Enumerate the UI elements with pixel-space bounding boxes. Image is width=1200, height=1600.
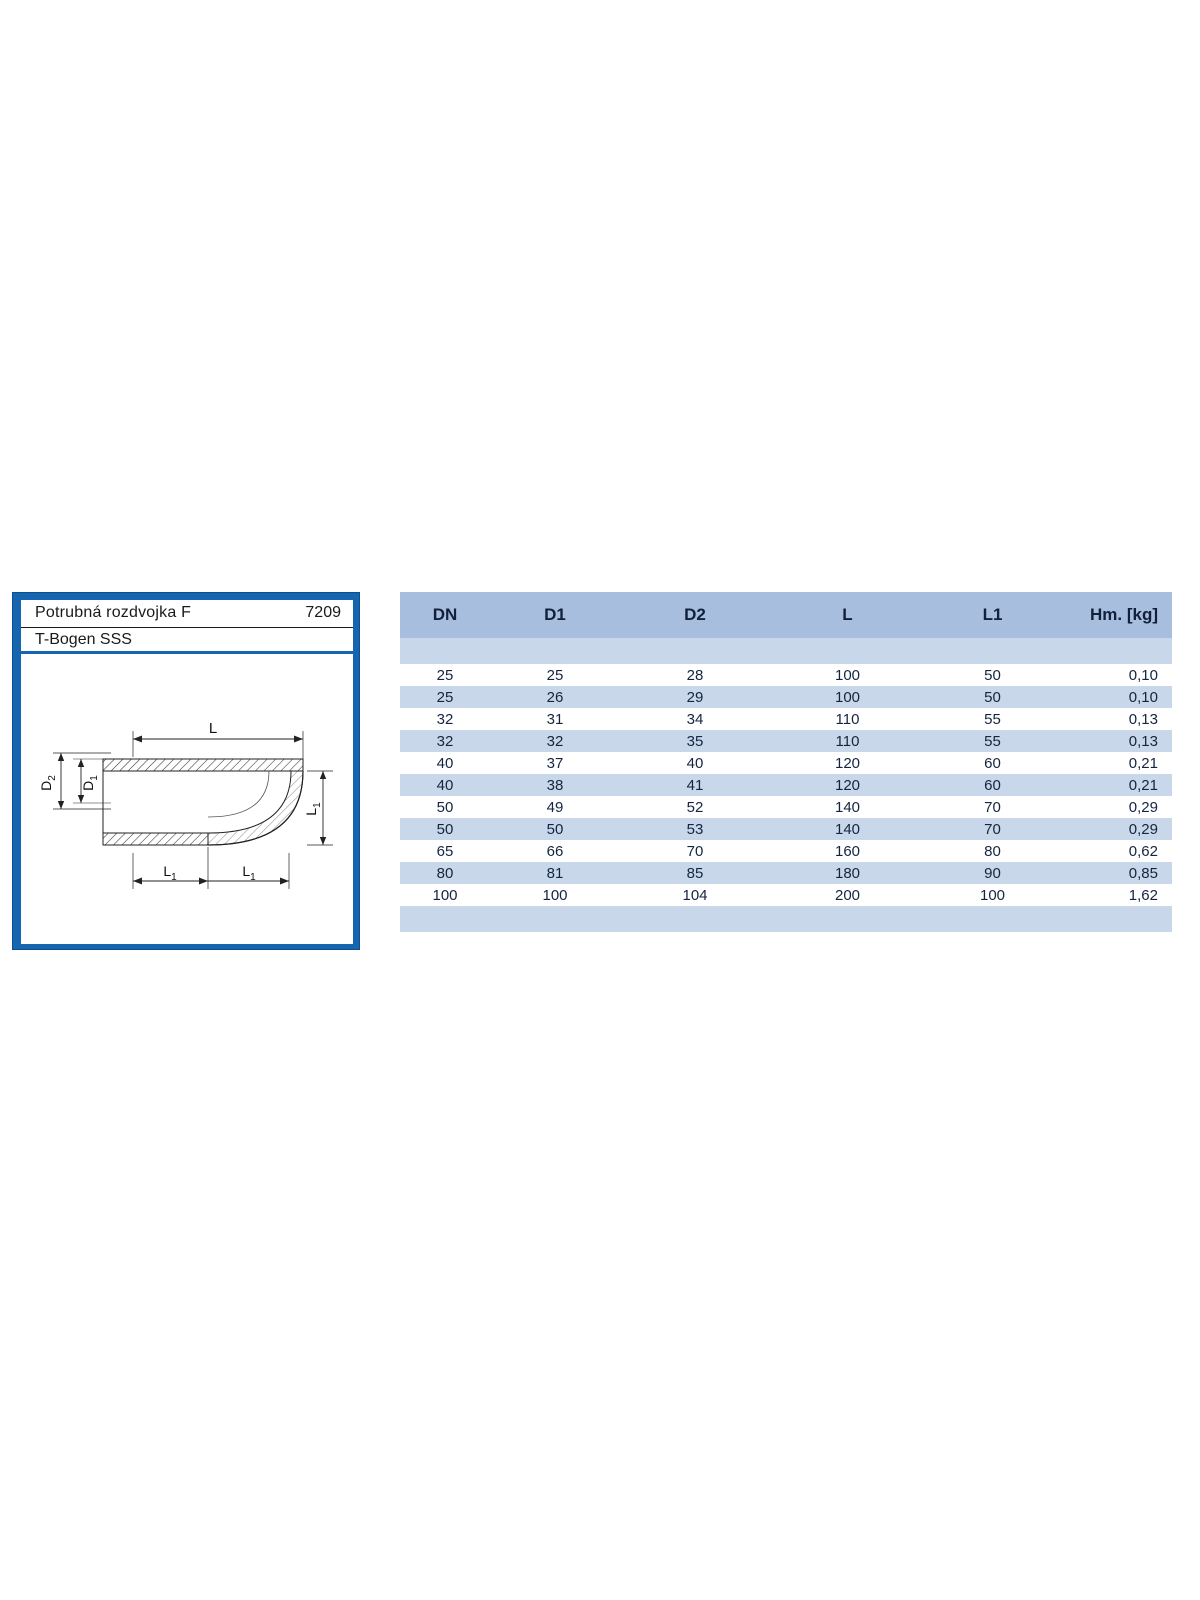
col-header-d1: D1 — [490, 592, 620, 638]
cell-weight: 0,13 — [1060, 708, 1172, 730]
cell-dn: 40 — [400, 774, 490, 796]
cell-d2: 104 — [620, 884, 770, 906]
table-row — [400, 884, 1172, 906]
cell-d1: 50 — [490, 818, 620, 840]
cell-d1: 81 — [490, 862, 620, 884]
table-spacer-row — [400, 638, 1172, 664]
cell-dn: 32 — [400, 730, 490, 752]
cell-l: 110 — [770, 708, 925, 730]
cell-dn: 80 — [400, 862, 490, 884]
cell-d2: 41 — [620, 774, 770, 796]
product-title: Potrubná rozdvojka F — [35, 604, 192, 621]
table-footer-row — [400, 906, 1172, 932]
cell-d2: 70 — [620, 840, 770, 862]
cell-weight: 0,10 — [1060, 664, 1172, 686]
cell-l1: 60 — [925, 752, 1060, 774]
dim-label-L1-bottom-right: $L_1$ — [242, 863, 256, 883]
product-card — [12, 592, 360, 950]
cell-d2: 35 — [620, 730, 770, 752]
cell-l: 110 — [770, 730, 925, 752]
col-header-l: L — [770, 592, 925, 638]
cell-l1: 50 — [925, 686, 1060, 708]
col-header-d2: D2 — [620, 592, 770, 638]
cell-l1: 80 — [925, 840, 1060, 862]
cell-d2: 34 — [620, 708, 770, 730]
cell-dn: 50 — [400, 818, 490, 840]
cell-l1: 70 — [925, 796, 1060, 818]
spec-table — [400, 592, 1172, 932]
cell-l: 120 — [770, 774, 925, 796]
cell-l1: 100 — [925, 884, 1060, 906]
cell-d1: 32 — [490, 730, 620, 752]
col-header-weight: Hm. [kg] — [1060, 592, 1172, 638]
cell-dn: 25 — [400, 686, 490, 708]
cell-l: 160 — [770, 840, 925, 862]
table-row — [400, 708, 1172, 730]
dim-label-D2: $D_2$ — [38, 775, 58, 791]
cell-d2: 52 — [620, 796, 770, 818]
cell-weight: 1,62 — [1060, 884, 1172, 906]
cell-l1: 90 — [925, 862, 1060, 884]
cell-d1: 100 — [490, 884, 620, 906]
product-title-row — [21, 600, 353, 628]
table-row — [400, 862, 1172, 884]
product-subtitle-row — [21, 628, 353, 654]
cell-l: 100 — [770, 664, 925, 686]
table-footer-cell — [400, 906, 1172, 932]
cell-weight: 0,85 — [1060, 862, 1172, 884]
dim-label-L: L — [208, 720, 218, 737]
cell-dn: 65 — [400, 840, 490, 862]
dim-label-D1: $D_1$ — [80, 775, 100, 791]
dim-label-L1-right: $L_1$ — [303, 802, 323, 816]
cell-l: 120 — [770, 752, 925, 774]
drawing-svg — [21, 657, 353, 944]
table-row — [400, 840, 1172, 862]
cell-weight: 0,10 — [1060, 686, 1172, 708]
cell-weight: 0,13 — [1060, 730, 1172, 752]
table-row — [400, 664, 1172, 686]
cell-d2: 40 — [620, 752, 770, 774]
table-row — [400, 730, 1172, 752]
cell-dn: 40 — [400, 752, 490, 774]
table-spacer-cell — [400, 638, 1172, 664]
col-header-l1: L1 — [925, 592, 1060, 638]
cell-dn: 32 — [400, 708, 490, 730]
spec-table-wrapper — [400, 592, 1172, 932]
cell-l1: 70 — [925, 818, 1060, 840]
cell-l: 180 — [770, 862, 925, 884]
table-header-row — [400, 592, 1172, 638]
cell-d1: 38 — [490, 774, 620, 796]
cell-l1: 55 — [925, 730, 1060, 752]
col-header-dn: DN — [400, 592, 490, 638]
cell-d1: 31 — [490, 708, 620, 730]
cell-d2: 85 — [620, 862, 770, 884]
cell-dn: 100 — [400, 884, 490, 906]
cell-d1: 66 — [490, 840, 620, 862]
product-code: 7209 — [305, 604, 341, 621]
cell-l: 140 — [770, 818, 925, 840]
cell-l: 100 — [770, 686, 925, 708]
table-row — [400, 752, 1172, 774]
cell-weight: 0,62 — [1060, 840, 1172, 862]
cell-d2: 28 — [620, 664, 770, 686]
cell-l1: 50 — [925, 664, 1060, 686]
cell-d2: 29 — [620, 686, 770, 708]
cell-dn: 25 — [400, 664, 490, 686]
cell-l: 200 — [770, 884, 925, 906]
product-card-inner — [21, 600, 353, 944]
cell-weight: 0,21 — [1060, 774, 1172, 796]
cell-d1: 37 — [490, 752, 620, 774]
cell-d1: 49 — [490, 796, 620, 818]
cell-d1: 26 — [490, 686, 620, 708]
table-row — [400, 774, 1172, 796]
cell-dn: 50 — [400, 796, 490, 818]
table-row — [400, 818, 1172, 840]
technical-drawing — [21, 657, 353, 944]
cell-d2: 53 — [620, 818, 770, 840]
cell-l1: 60 — [925, 774, 1060, 796]
cell-weight: 0,21 — [1060, 752, 1172, 774]
table-row — [400, 796, 1172, 818]
dim-label-L1-bottom-left: $L_1$ — [163, 863, 177, 883]
cell-weight: 0,29 — [1060, 818, 1172, 840]
table-row — [400, 686, 1172, 708]
cell-l1: 55 — [925, 708, 1060, 730]
cell-l: 140 — [770, 796, 925, 818]
cell-d1: 25 — [490, 664, 620, 686]
product-subtitle: T-Bogen SSS — [35, 631, 132, 648]
cell-weight: 0,29 — [1060, 796, 1172, 818]
